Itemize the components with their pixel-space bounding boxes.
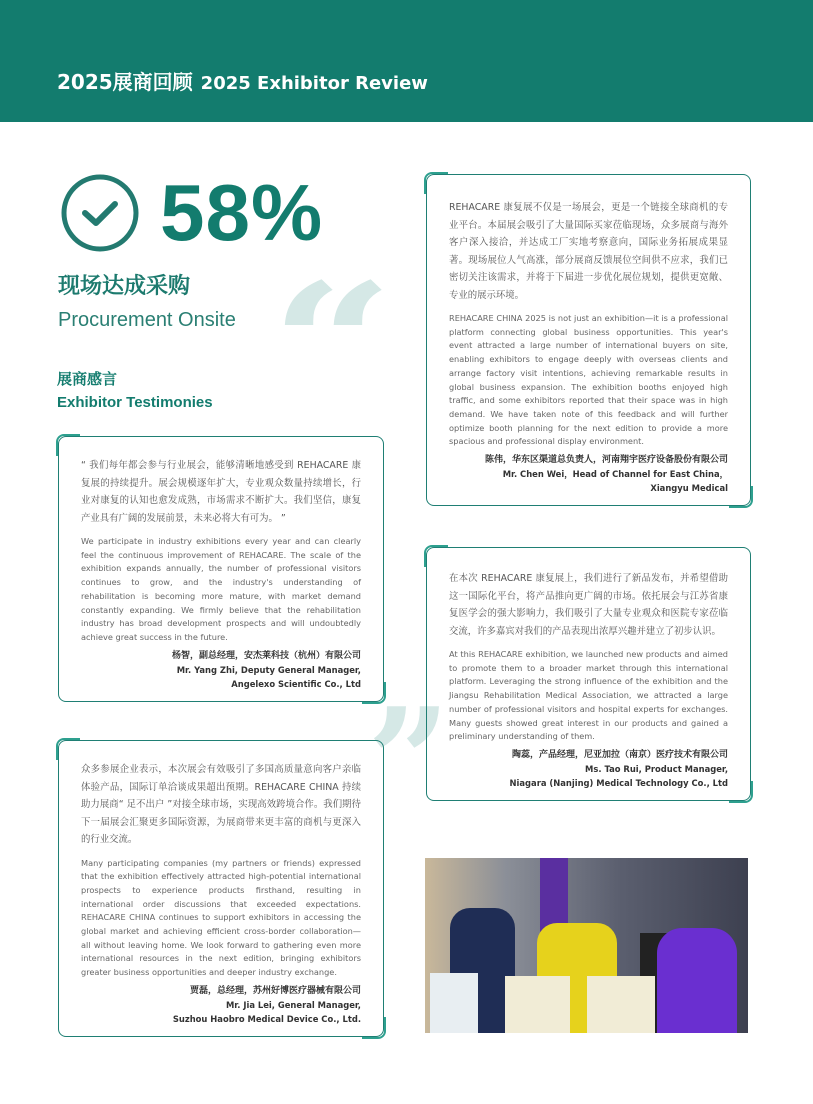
testimony-en: REHACARE CHINA 2025 is not just an exhibition—it is a professional platform connecting global business opportunities. This year's event attracted a large number of international buyers on site, enabling exhibitors to engage deeply with overseas clients and arrange factory visit intentions, achieving remarkable results in global business expansion. The exhibition booths enjoyed high traffic, and some exhibitors reported that their space was in high demand. We have taken note of this feedback and will further optimize booth planning for the next edition to provide a more spacious and professional display environment. (449, 313, 728, 447)
open-quote-decor: “ (270, 248, 387, 436)
testimony-signature (449, 748, 728, 790)
stat-label-zh: 现场达成采购 (58, 274, 191, 299)
testimony-en: Many participating companies (my partners or friends) expressed that the exhibition effectively attracted high-potential international prospects to experience products firsthand, resulting in international order discussions that exceeded expectations. REHACARE CHINA continues to support exhibitors in accessing the global market and achieving efficient cross-border collaboration—all without leaving home. We look forward to gathering even more international resources in the next edition, bringing exhibitors greater business opportunities and deeper industry exchange. (81, 857, 361, 978)
sig-en-name: Mr. Chen Wei，Head of Channel for East China， (502, 469, 728, 480)
testimony-signature (81, 984, 361, 1026)
testimony-card (58, 740, 384, 1037)
page-title (57, 66, 428, 95)
sig-zh: 陈伟，华东区渠道总负责人，河南翔宇医疗设备股份有限公司 (484, 455, 728, 466)
testimony-card (58, 436, 384, 702)
testimony-zh: REHACARE 康复展不仅是一场展会，更是一个链接全球商机的专业平台。本届展会吸引了大量国际买家莅临现场，众多展商与海外客户深入接洽，并达成工厂实地考察意向，国际业务拓展成果显著。现场展位人气高涨，部分展商反馈展位空间供不应求，我们已密切关注该需求，并将于下届进一步优化展位规划，提供更宽敞、专业的展示环境。 (449, 202, 728, 301)
photo-display-2 (587, 976, 655, 1033)
stat-label-en: Procurement Onsite (58, 309, 236, 331)
sig-en-name: Mr. Jia Lei, General Manager, (225, 999, 361, 1010)
section-title-zh: 展商感言 (57, 370, 118, 388)
sig-zh: 贾磊，总经理，苏州好博医疗器械有限公司 (189, 985, 361, 996)
check-circle-icon (60, 173, 140, 253)
photo-sign (430, 973, 478, 1033)
title-zh: 2025展商回顾 (57, 70, 193, 94)
testimony-zh: 在本次 REHACARE 康复展上，我们进行了新品发布，并希望借助这一国际化平台，将产品推向更广阔的市场。依托展会与江苏省康复医学会的强大影响力，我们吸引了大量专业观众和医院专家莅临交流，许多嘉宾对我们的产品表现出浓厚兴趣并建立了初步认识。 (449, 573, 728, 637)
sig-zh: 陶蕊，产品经理，尼亚加拉（南京）医疗技术有限公司 (511, 749, 728, 760)
page-header (0, 0, 813, 122)
photo-person-4 (657, 928, 737, 1033)
testimony-signature (449, 453, 728, 495)
photo-display-1 (505, 976, 570, 1033)
testimony-en: At this REHACARE exhibition, we launched new products and aimed to promote them to a broader market through this international platform. Leveraging the strong influence of the exhibition and the Jiangsu Rehabilitation Medical Association, we attracted a large number of professional visitors and hospital experts for exchanges. Many guests showed great interest in our products and gained a preliminary understanding of them. (449, 649, 728, 742)
sig-en-name: Mr. Yang Zhi, Deputy General Manager, (176, 664, 361, 675)
testimony-en: We participate in industry exhibitions every year and can clearly feel the continuous improvement of REHACARE. The scale of the exhibition expands annually, the number of professional visitors continues to grow, and the industry's understanding of rehabilitation is becoming more mature, with market demand constantly expanding. We firmly believe that the rehabilitation industry has broad development prospects and will undoubtedly achieve great success in the future. (81, 536, 361, 642)
sig-en-company: Angelexo Scientific Co., Ltd (231, 678, 361, 689)
testimony-signature (81, 649, 361, 691)
sig-zh: 杨智，副总经理，安杰莱科技（杭州）有限公司 (171, 650, 361, 661)
section-title-en: Exhibitor Testimonies (57, 394, 213, 411)
testimony-zh: “ 我们每年都会参与行业展会，能够清晰地感受到 REHACARE 康复展的持续提升。展会规模逐年扩大，专业观众数量持续增长，行业对康复的认知也愈发成熟，市场需求不断扩大。我们坚信，康复产业具有广阔的发展前景，未来必将大有可为。 ” (81, 460, 361, 524)
exhibition-photo (425, 858, 748, 1033)
testimony-card (426, 547, 751, 801)
sig-en-company: Niagara (Nanjing) Medical Technology Co., Ltd (509, 777, 728, 788)
sig-en-company: Suzhou Haobro Medical Device Co., Ltd. (172, 1013, 361, 1024)
close-quote-decor: ” (367, 677, 445, 847)
testimony-card (426, 174, 751, 506)
stat-value: 58% (160, 168, 324, 257)
sig-en-company: Xiangyu Medical (650, 483, 728, 494)
title-en: 2025 Exhibitor Review (200, 73, 428, 94)
testimony-zh: 众多参展企业表示，本次展会有效吸引了多国高质量意向客户亲临体验产品，国际订单洽谈成果超出预期。REHACARE CHINA 持续助力展商“ 足不出户 ”对接全球市场，实现高效跨境合作。我们期待下一届展会汇聚更多国际资源，为展商带来更丰富的商机与更深入的行业交流。 (81, 764, 361, 845)
sig-en-name: Ms. Tao Rui, Product Manager, (585, 763, 728, 774)
